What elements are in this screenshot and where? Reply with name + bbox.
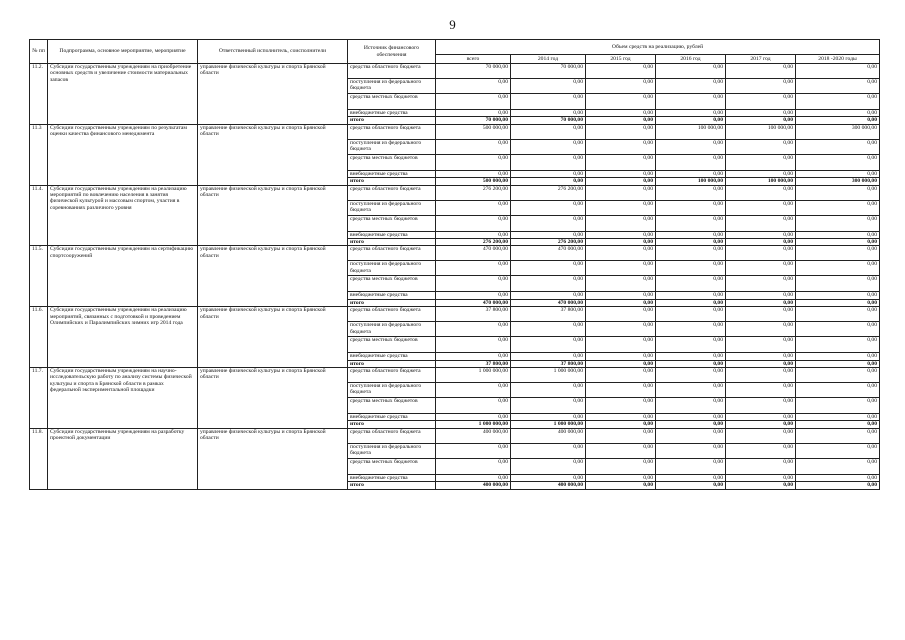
amount-cell: 0,00	[436, 353, 511, 360]
amount-cell: 0,00	[726, 322, 796, 337]
amount-cell: 0,00	[436, 170, 511, 177]
amount-cell: 0,00	[436, 79, 511, 94]
amount-cell: 37 800,00	[511, 307, 586, 322]
amount-cell: 0,00	[436, 231, 511, 238]
amount-cell: 276 200,00	[511, 239, 586, 246]
amount-cell: 0,00	[656, 353, 726, 360]
funding-source: поступления из федерального бюджета	[348, 79, 436, 94]
funding-source: внебюджетные средства	[348, 292, 436, 299]
amount-cell: 100 000,00	[656, 124, 726, 139]
amount-cell: 0,00	[726, 482, 796, 489]
amount-cell: 0,00	[436, 322, 511, 337]
amount-cell: 0,00	[586, 185, 656, 200]
funding-source: поступления из федерального бюджета	[348, 139, 436, 154]
amount-cell: 0,00	[726, 307, 796, 322]
amount-cell: 0,00	[796, 231, 880, 238]
amount-cell: 0,00	[586, 353, 656, 360]
funding-source: итого	[348, 239, 436, 246]
amount-cell: 0,00	[656, 383, 726, 398]
amount-cell: 0,00	[656, 443, 726, 458]
header-year: 2016 год	[656, 55, 726, 64]
amount-cell: 0,00	[796, 414, 880, 421]
amount-cell: 0,00	[436, 261, 511, 276]
amount-cell: 0,00	[586, 178, 656, 185]
amount-cell: 0,00	[436, 200, 511, 215]
amount-cell: 0,00	[726, 261, 796, 276]
amount-cell: 70 000,00	[511, 117, 586, 124]
amount-cell: 0,00	[511, 276, 586, 292]
funding-source: средства областного бюджета	[348, 185, 436, 200]
amount-cell: 0,00	[586, 292, 656, 299]
executor-name: управление физической культуры и спорта Брянской области	[198, 428, 348, 489]
amount-cell: 0,00	[511, 110, 586, 117]
amount-cell: 0,00	[726, 231, 796, 238]
amount-cell: 0,00	[796, 398, 880, 414]
amount-cell: 0,00	[726, 299, 796, 306]
program-name: Субсидии государственным учреждениям на разработку проектной документации	[48, 428, 198, 489]
amount-cell: 1 000 000,00	[436, 421, 511, 428]
amount-cell: 0,00	[656, 200, 726, 215]
amount-cell: 0,00	[656, 79, 726, 94]
amount-cell: 0,00	[511, 383, 586, 398]
amount-cell: 0,00	[796, 383, 880, 398]
amount-cell: 0,00	[656, 215, 726, 231]
amount-cell: 0,00	[796, 94, 880, 110]
amount-cell: 0,00	[656, 414, 726, 421]
amount-cell: 0,00	[586, 322, 656, 337]
amount-cell: 0,00	[586, 246, 656, 261]
amount-cell: 0,00	[796, 421, 880, 428]
amount-cell: 0,00	[656, 154, 726, 170]
row-number: 11.6.	[30, 307, 48, 368]
funding-source: итого	[348, 421, 436, 428]
amount-cell: 0,00	[586, 215, 656, 231]
header-executor: Ответственный исполнитель, соисполнители	[198, 40, 348, 64]
amount-cell: 0,00	[586, 200, 656, 215]
amount-cell: 0,00	[726, 64, 796, 79]
funding-source: итого	[348, 299, 436, 306]
amount-cell: 276 200,00	[511, 185, 586, 200]
amount-cell: 0,00	[586, 414, 656, 421]
amount-cell: 0,00	[436, 443, 511, 458]
amount-cell: 0,00	[511, 322, 586, 337]
amount-cell: 0,00	[586, 170, 656, 177]
amount-cell: 0,00	[436, 139, 511, 154]
amount-cell: 0,00	[586, 482, 656, 489]
amount-cell: 0,00	[511, 474, 586, 481]
amount-cell: 1 000 000,00	[511, 368, 586, 383]
program-name: Субсидии государственным учреждениям на реализацию мероприятий по вовлечению населения в занятия физической культурой и массовым спортом, участия в соревнованиях различного уровня	[48, 185, 198, 246]
amount-cell: 0,00	[586, 443, 656, 458]
amount-cell: 0,00	[586, 154, 656, 170]
funding-source: итого	[348, 482, 436, 489]
amount-cell: 0,00	[726, 398, 796, 414]
amount-cell: 0,00	[796, 215, 880, 231]
amount-cell: 0,00	[796, 368, 880, 383]
amount-cell: 0,00	[511, 200, 586, 215]
row-number: 11.7.	[30, 368, 48, 429]
amount-cell: 0,00	[656, 421, 726, 428]
amount-cell: 0,00	[796, 482, 880, 489]
amount-cell: 0,00	[726, 94, 796, 110]
amount-cell: 470 000,00	[511, 246, 586, 261]
amount-cell: 0,00	[586, 124, 656, 139]
funding-source: внебюджетные средства	[348, 414, 436, 421]
amount-cell: 0,00	[726, 337, 796, 353]
amount-cell: 0,00	[796, 307, 880, 322]
funding-source: средства областного бюджета	[348, 246, 436, 261]
amount-cell: 0,00	[796, 139, 880, 154]
amount-cell: 0,00	[726, 215, 796, 231]
amount-cell: 0,00	[656, 94, 726, 110]
amount-cell: 0,00	[656, 110, 726, 117]
amount-cell: 0,00	[586, 458, 656, 474]
amount-cell: 100 000,00	[656, 178, 726, 185]
amount-cell: 0,00	[656, 482, 726, 489]
executor-name: управление физической культуры и спорта Брянской области	[198, 185, 348, 246]
table-row	[30, 124, 880, 139]
amount-cell: 0,00	[511, 337, 586, 353]
funding-source: средства местных бюджетов	[348, 276, 436, 292]
funding-source: внебюджетные средства	[348, 353, 436, 360]
amount-cell: 0,00	[656, 368, 726, 383]
amount-cell: 470 000,00	[436, 299, 511, 306]
amount-cell: 0,00	[511, 443, 586, 458]
amount-cell: 1 000 000,00	[436, 368, 511, 383]
amount-cell: 0,00	[436, 383, 511, 398]
amount-cell: 0,00	[656, 474, 726, 481]
amount-cell: 0,00	[586, 383, 656, 398]
amount-cell: 0,00	[726, 360, 796, 367]
table-row	[30, 428, 880, 443]
amount-cell: 0,00	[796, 239, 880, 246]
amount-cell: 0,00	[586, 79, 656, 94]
amount-cell: 0,00	[656, 398, 726, 414]
amount-cell: 0,00	[511, 124, 586, 139]
amount-cell: 0,00	[436, 458, 511, 474]
funding-source: итого	[348, 117, 436, 124]
funding-source: поступления из федерального бюджета	[348, 200, 436, 215]
amount-cell: 400 000,00	[436, 482, 511, 489]
amount-cell: 0,00	[796, 154, 880, 170]
amount-cell: 0,00	[511, 170, 586, 177]
amount-cell: 0,00	[656, 64, 726, 79]
funding-source: итого	[348, 178, 436, 185]
amount-cell: 0,00	[656, 458, 726, 474]
funding-source: поступления из федерального бюджета	[348, 443, 436, 458]
header-year: 2014 год	[511, 55, 586, 64]
row-number: 11.5.	[30, 246, 48, 307]
amount-cell: 0,00	[726, 117, 796, 124]
amount-cell: 0,00	[726, 292, 796, 299]
amount-cell: 0,00	[586, 110, 656, 117]
amount-cell: 0,00	[726, 421, 796, 428]
header-source: Источник финансового обеспечения	[348, 40, 436, 64]
amount-cell: 0,00	[511, 353, 586, 360]
amount-cell: 0,00	[726, 443, 796, 458]
funding-source: средства местных бюджетов	[348, 215, 436, 231]
funding-source: средства областного бюджета	[348, 124, 436, 139]
amount-cell: 0,00	[586, 276, 656, 292]
amount-cell: 0,00	[726, 368, 796, 383]
row-number: 11.3	[30, 124, 48, 185]
amount-cell: 0,00	[656, 337, 726, 353]
header-year: всего	[436, 55, 511, 64]
amount-cell: 0,00	[796, 474, 880, 481]
amount-cell: 0,00	[796, 110, 880, 117]
amount-cell: 0,00	[656, 185, 726, 200]
amount-cell: 0,00	[726, 200, 796, 215]
executor-name: управление физической культуры и спорта Брянской области	[198, 246, 348, 307]
amount-cell: 37 800,00	[436, 360, 511, 367]
header-number: № пп	[30, 40, 48, 64]
amount-cell: 0,00	[436, 215, 511, 231]
table-row	[30, 64, 880, 79]
amount-cell: 0,00	[436, 398, 511, 414]
amount-cell: 0,00	[511, 292, 586, 299]
funding-source: средства местных бюджетов	[348, 94, 436, 110]
amount-cell: 0,00	[436, 154, 511, 170]
table-row	[30, 185, 880, 200]
executor-name: управление физической культуры и спорта Брянской области	[198, 307, 348, 368]
amount-cell: 0,00	[586, 428, 656, 443]
executor-name: управление физической культуры и спорта Брянской области	[198, 64, 348, 125]
amount-cell: 0,00	[656, 231, 726, 238]
row-number: 11.4.	[30, 185, 48, 246]
amount-cell: 0,00	[796, 200, 880, 215]
amount-cell: 0,00	[436, 337, 511, 353]
amount-cell: 0,00	[656, 239, 726, 246]
funding-source: поступления из федерального бюджета	[348, 261, 436, 276]
amount-cell: 70 000,00	[436, 117, 511, 124]
row-number: 11.8.	[30, 428, 48, 489]
amount-cell: 0,00	[436, 414, 511, 421]
amount-cell: 400 000,00	[436, 428, 511, 443]
amount-cell: 500 000,00	[436, 124, 511, 139]
amount-cell: 0,00	[656, 307, 726, 322]
amount-cell: 0,00	[511, 261, 586, 276]
amount-cell: 400 000,00	[511, 482, 586, 489]
program-name: Субсидии государственным учреждениям на научно-исследовательскую работу по анализу системы физической культуры и спорта в Брянской области в рамках федеральной экспериментальной площадки	[48, 368, 198, 429]
funding-source: средства местных бюджетов	[348, 398, 436, 414]
amount-cell: 0,00	[796, 428, 880, 443]
amount-cell: 300 000,00	[796, 124, 880, 139]
amount-cell: 0,00	[726, 246, 796, 261]
amount-cell: 0,00	[511, 398, 586, 414]
funding-source: средства областного бюджета	[348, 64, 436, 79]
amount-cell: 0,00	[586, 360, 656, 367]
amount-cell: 0,00	[436, 292, 511, 299]
amount-cell: 0,00	[586, 231, 656, 238]
amount-cell: 500 000,00	[436, 178, 511, 185]
amount-cell: 0,00	[796, 322, 880, 337]
funding-source: поступления из федерального бюджета	[348, 383, 436, 398]
budget-table	[29, 39, 880, 490]
funding-source: внебюджетные средства	[348, 170, 436, 177]
amount-cell: 100 000,00	[726, 178, 796, 185]
amount-cell: 470 000,00	[436, 246, 511, 261]
amount-cell: 0,00	[656, 360, 726, 367]
program-name: Субсидии государственным учреждениям на приобретение основных средств и увеличение стоимости материальных запасов	[48, 64, 198, 125]
amount-cell: 0,00	[796, 276, 880, 292]
amount-cell: 0,00	[726, 428, 796, 443]
amount-cell: 0,00	[586, 337, 656, 353]
amount-cell: 0,00	[796, 170, 880, 177]
amount-cell: 0,00	[511, 215, 586, 231]
amount-cell: 400 000,00	[511, 428, 586, 443]
funding-source: средства областного бюджета	[348, 428, 436, 443]
amount-cell: 0,00	[656, 322, 726, 337]
amount-cell: 0,00	[726, 353, 796, 360]
program-name: Субсидии государственным учреждениям на сертификацию спортсооружений	[48, 246, 198, 307]
amount-cell: 0,00	[586, 239, 656, 246]
amount-cell: 0,00	[511, 79, 586, 94]
amount-cell: 0,00	[511, 139, 586, 154]
funding-source: средства местных бюджетов	[348, 458, 436, 474]
funding-source: средства областного бюджета	[348, 307, 436, 322]
amount-cell: 0,00	[726, 414, 796, 421]
amount-cell: 0,00	[656, 117, 726, 124]
amount-cell: 300 000,00	[796, 178, 880, 185]
funding-source: средства местных бюджетов	[348, 337, 436, 353]
amount-cell: 37 800,00	[436, 307, 511, 322]
amount-cell: 0,00	[726, 383, 796, 398]
amount-cell: 0,00	[726, 185, 796, 200]
amount-cell: 0,00	[511, 154, 586, 170]
amount-cell: 0,00	[726, 458, 796, 474]
amount-cell: 276 200,00	[436, 239, 511, 246]
amount-cell: 0,00	[726, 110, 796, 117]
funding-source: внебюджетные средства	[348, 110, 436, 117]
amount-cell: 0,00	[726, 170, 796, 177]
amount-cell: 37 800,00	[511, 360, 586, 367]
amount-cell: 0,00	[511, 231, 586, 238]
amount-cell: 0,00	[656, 292, 726, 299]
amount-cell: 0,00	[796, 443, 880, 458]
header-year: 2018 -2020 годы	[796, 55, 880, 64]
amount-cell: 0,00	[726, 474, 796, 481]
amount-cell: 0,00	[726, 154, 796, 170]
amount-cell: 0,00	[436, 110, 511, 117]
amount-cell: 0,00	[726, 79, 796, 94]
amount-cell: 0,00	[796, 458, 880, 474]
amount-cell: 70 000,00	[511, 64, 586, 79]
table-row	[30, 368, 880, 383]
amount-cell: 0,00	[586, 139, 656, 154]
header-year: 2015 год	[586, 55, 656, 64]
amount-cell: 470 000,00	[511, 299, 586, 306]
funding-source: поступления из федерального бюджета	[348, 322, 436, 337]
amount-cell: 0,00	[656, 246, 726, 261]
amount-cell: 0,00	[656, 261, 726, 276]
executor-name: управление физической культуры и спорта Брянской области	[198, 124, 348, 185]
table-row	[30, 307, 880, 322]
amount-cell: 0,00	[796, 261, 880, 276]
amount-cell: 70 000,00	[436, 64, 511, 79]
page-number: 9	[449, 17, 456, 32]
header-program: Подпрограмма, основное мероприятие, мероприятие	[48, 40, 198, 64]
amount-cell: 0,00	[586, 94, 656, 110]
amount-cell: 0,00	[796, 79, 880, 94]
funding-source: средства областного бюджета	[348, 368, 436, 383]
amount-cell: 0,00	[796, 292, 880, 299]
amount-cell: 0,00	[796, 185, 880, 200]
amount-cell: 0,00	[726, 139, 796, 154]
amount-cell: 276 200,00	[436, 185, 511, 200]
amount-cell: 1 000 000,00	[511, 421, 586, 428]
amount-cell: 0,00	[436, 276, 511, 292]
funding-source: средства местных бюджетов	[348, 154, 436, 170]
program-name: Субсидии государственным учреждениям на реализацию мероприятий, связанных с подготовкой и проведением Олимпийских и Паралимпийских зимних игр 2014 года	[48, 307, 198, 368]
executor-name: управление физической культуры и спорта Брянской области	[198, 368, 348, 429]
amount-cell: 0,00	[511, 178, 586, 185]
funding-source: внебюджетные средства	[348, 231, 436, 238]
amount-cell: 0,00	[511, 414, 586, 421]
amount-cell: 0,00	[586, 299, 656, 306]
amount-cell: 0,00	[796, 337, 880, 353]
header-year: 2017 год	[726, 55, 796, 64]
amount-cell: 0,00	[586, 261, 656, 276]
amount-cell: 0,00	[511, 94, 586, 110]
amount-cell: 0,00	[436, 94, 511, 110]
amount-cell: 0,00	[796, 360, 880, 367]
header-volume: Объем средств на реализацию, рублей	[436, 40, 880, 55]
amount-cell: 0,00	[586, 117, 656, 124]
amount-cell: 0,00	[586, 307, 656, 322]
program-name: Субсидии государственным учреждениям по результатам оценки качества финансового менеджмента	[48, 124, 198, 185]
amount-cell: 0,00	[586, 421, 656, 428]
amount-cell: 0,00	[726, 239, 796, 246]
amount-cell: 0,00	[586, 368, 656, 383]
amount-cell: 0,00	[436, 474, 511, 481]
amount-cell: 0,00	[796, 117, 880, 124]
amount-cell: 0,00	[511, 458, 586, 474]
amount-cell: 0,00	[656, 276, 726, 292]
amount-cell: 0,00	[796, 299, 880, 306]
amount-cell: 0,00	[796, 64, 880, 79]
amount-cell: 0,00	[586, 474, 656, 481]
amount-cell: 0,00	[586, 398, 656, 414]
amount-cell: 0,00	[656, 139, 726, 154]
amount-cell: 0,00	[796, 353, 880, 360]
amount-cell: 0,00	[656, 170, 726, 177]
funding-source: внебюджетные средства	[348, 474, 436, 481]
amount-cell: 0,00	[656, 299, 726, 306]
amount-cell: 0,00	[796, 246, 880, 261]
table-row	[30, 246, 880, 261]
row-number: 11.2.	[30, 64, 48, 125]
funding-source: итого	[348, 360, 436, 367]
amount-cell: 0,00	[656, 428, 726, 443]
amount-cell: 100 000,00	[726, 124, 796, 139]
amount-cell: 0,00	[726, 276, 796, 292]
amount-cell: 0,00	[586, 64, 656, 79]
